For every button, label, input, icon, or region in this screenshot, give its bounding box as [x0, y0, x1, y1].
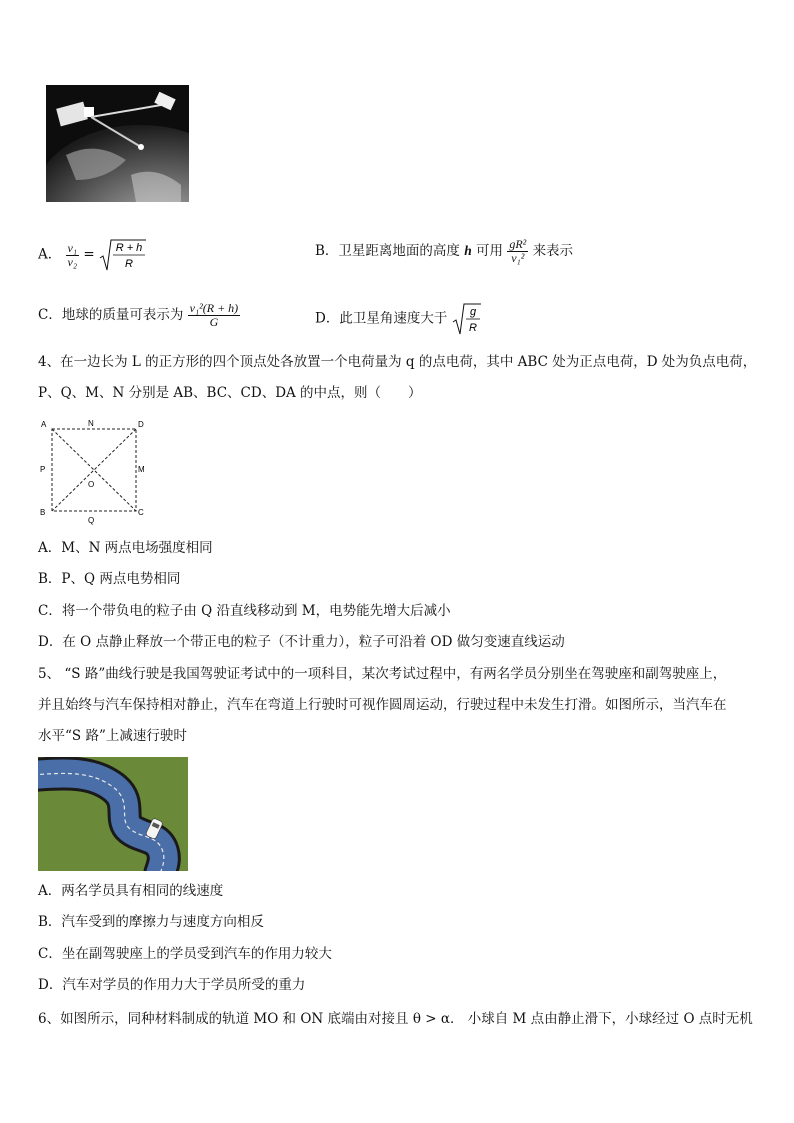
- label-c: C: [138, 508, 144, 517]
- q6-stem-line1: 6、如图所示，同种材料制成的轨道 MO 和 ON 底端由对接且 θ > α． 小球自 M 点由静止滑下，小球经过 O 点时无机: [38, 1011, 753, 1027]
- svg-text:R: R: [468, 322, 477, 334]
- q5-option-d[interactable]: D．汽车对学员的作用力大于学员所受的重力: [38, 977, 306, 993]
- q5-option-b[interactable]: B．汽车受到的摩擦力与速度方向相反: [38, 914, 264, 930]
- q4-option-c[interactable]: C．将一个带负电的粒子由 Q 沿直线移动到 M，电势能先增大后减小: [38, 603, 451, 619]
- fraction: $\frac{\text{v₁}}{\text{v₂}}$: [67, 240, 78, 269]
- label-a: A: [41, 420, 47, 429]
- svg-text:R: R: [124, 258, 133, 270]
- q3-option-d[interactable]: D．此卫星角速度大于 g R: [315, 302, 482, 336]
- square-charge-diagram: [38, 418, 148, 526]
- fraction: $\frac{\text{gR²}}{\text{v₁²}}$: [509, 237, 527, 265]
- label-m: M: [138, 465, 145, 474]
- q5-stem-line1: 5、 “S 路”曲线行驶是我国驾驶证考试中的一项科目，某次考试过程中，有两名学员分别坐在驾驶座和副驾驶座上，: [38, 666, 727, 682]
- q4-stem-line1: 4、在一边长为 L 的正方形的四个顶点处各放置一个电荷量为 q 的点电荷，其中 ABC 处为正点电荷，D 处为负点电荷，: [38, 354, 757, 370]
- q5-option-c[interactable]: C．坐在副驾驶座上的学员受到汽车的作用力较大: [38, 946, 332, 962]
- q5-stem-line3: 水平“S 路”上减速行驶时: [38, 728, 187, 744]
- q4-stem-line2: P、Q、M、N 分别是 AB、BC、CD、DA 的中点，则（ ）: [38, 385, 422, 401]
- q3-option-a[interactable]: A． $\frac{\text{v₁}}{\text{v₂}}$ = R + h R: [38, 238, 147, 272]
- svg-text:g: g: [469, 306, 476, 318]
- q4-option-d[interactable]: D．在 O 点静止释放一个带正电的粒子（不计重力），粒子可沿着 OD 做匀变速直线运动: [38, 634, 565, 650]
- q4-option-b[interactable]: B．P、Q 两点电势相同: [38, 571, 181, 587]
- q5-option-a[interactable]: A．两名学员具有相同的线速度: [38, 883, 224, 899]
- satellite-image: [46, 85, 189, 202]
- label-d: D: [138, 420, 144, 429]
- label-b: B: [40, 508, 46, 517]
- sqrt-radical: [99, 238, 147, 272]
- q3-option-b[interactable]: B．卫星距离地面的高度 h 可用 $\frac{\text{gR²}}{\text{v₁²}}$ 来表示: [315, 237, 574, 265]
- q4-option-a[interactable]: A．M、N 两点电场强度相同: [38, 540, 213, 556]
- q5-stem-line2: 并且始终与汽车保持相对静止，汽车在弯道上行驶时可视作圆周运动，行驶过程中未发生打滑。如图所示，当汽车在: [38, 697, 727, 713]
- s-road-image: [38, 757, 188, 871]
- label-p: P: [40, 465, 46, 474]
- label-q: Q: [88, 516, 95, 525]
- label-n: N: [88, 419, 94, 428]
- fraction: $\frac{\text{v₁²(R + h)}}{G}$: [189, 301, 239, 329]
- sqrt-radical: [452, 302, 482, 336]
- q3-option-c[interactable]: C．地球的质量可表示为 $\frac{\text{v₁²(R + h)}}{G}$: [38, 301, 239, 329]
- label-o: O: [88, 480, 95, 489]
- svg-text:R + h: R + h: [115, 242, 143, 254]
